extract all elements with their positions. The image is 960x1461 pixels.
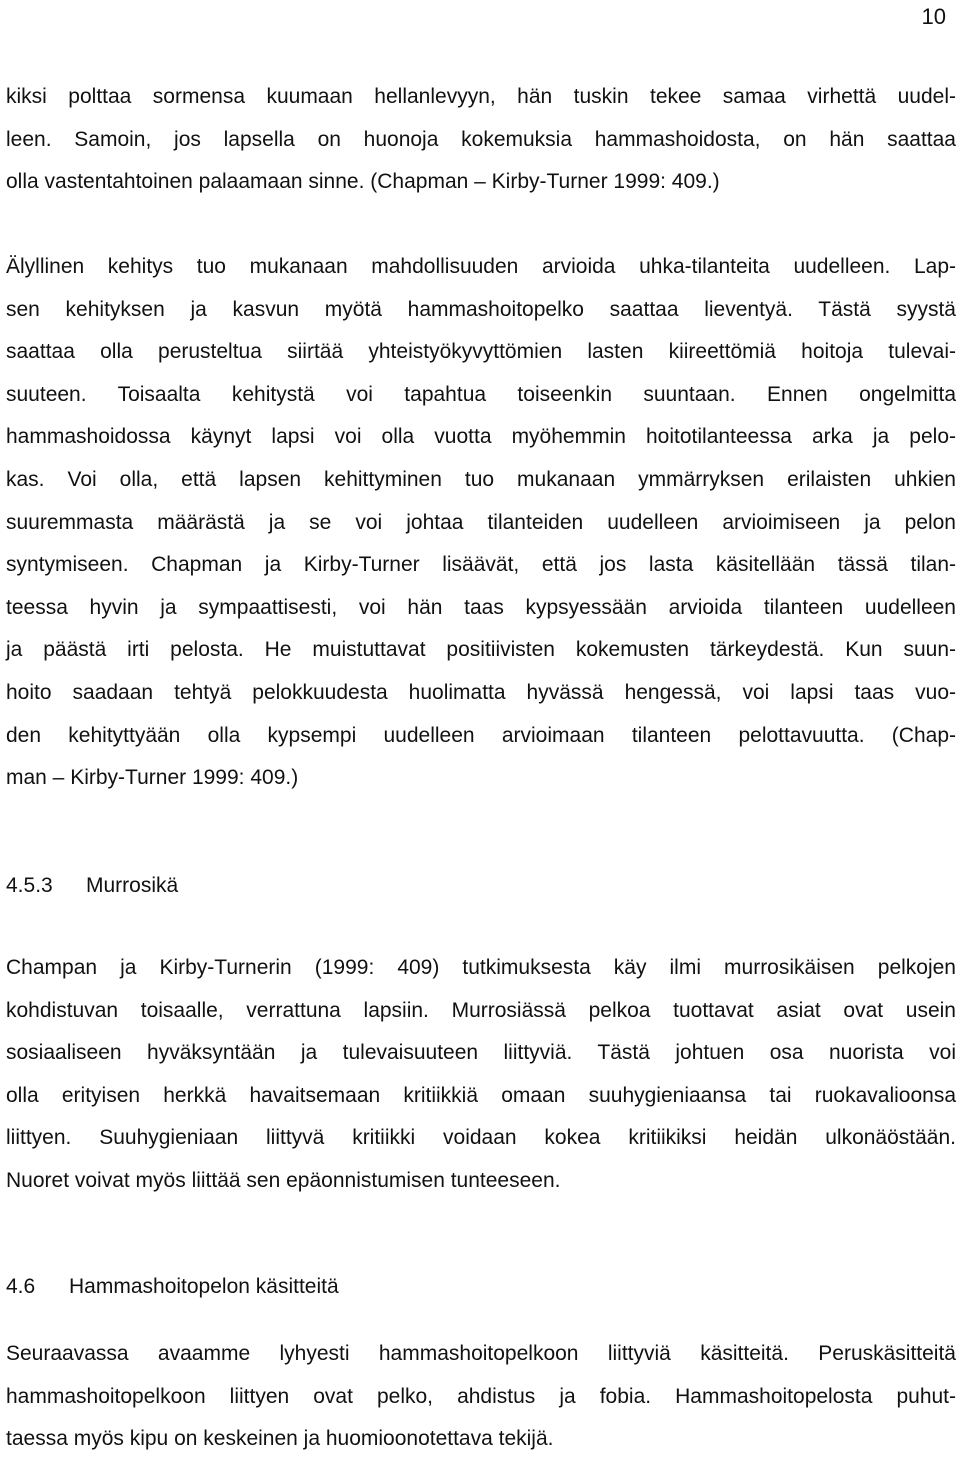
text-line: saattaa olla perusteltua siirtää yhteistyökyvyttömien lasten kiireettömiä hoitoja tulevai- [6, 340, 956, 364]
text-line: kiksi polttaa sormensa kuumaan hellanlevyyn, hän tuskin tekee samaa virhettä uudel- [6, 85, 956, 108]
page-number: 10 [921, 4, 946, 29]
text-line: hammashoidossa käynyt lapsi voi olla vuotta myöhemmin hoitotilanteessa arka ja pelo- [6, 425, 956, 449]
text-line: sen kehityksen ja kasvun myötä hammashoitopelko saattaa lieventyä. Tästä syystä [6, 297, 956, 321]
section-heading-4-6 [6, 1272, 339, 1302]
text-line: syntymiseen. Chapman ja Kirby-Turner lisäävät, että jos lasta käsitellään tässä tilan- [6, 553, 956, 577]
text-line: taessa myös kipu on keskeinen ja huomioonotettava tekijä. [6, 1427, 554, 1451]
text-line: olla vastentahtoinen palaamaan sinne. (Chapman – Kirby-Turner 1999: 409.) [6, 170, 720, 194]
text-line: olla erityisen herkkä havaitsemaan kritiikkiä omaan suuhygieniaansa tai ruokavalioonsa [6, 1083, 956, 1107]
text-line: Seuraavassa avaamme lyhyesti hammashoitopelkoon liittyviä käsitteitä. Peruskäsitteitä [6, 1342, 956, 1365]
section-number: 4.5.3 [6, 874, 53, 897]
paragraph-3 [6, 947, 956, 1203]
text-line: kohdistuvan toisaalle, verrattuna lapsiin. Murrosiässä pelkoa tuottavat asiat ovat usein [6, 998, 956, 1022]
paragraph-1 [6, 76, 956, 204]
section-number: 4.6 [6, 1275, 36, 1298]
paragraph-2 [6, 246, 956, 800]
paragraph-4 [6, 1333, 956, 1461]
text-line: teessa hyvin ja sympaattisesti, voi hän taas kypsyessään arvioida tilanteen uudelleen [6, 595, 956, 619]
text-line: suuteen. Toisaalta kehitystä voi tapahtua toiseenkin suuntaan. Ennen ongelmitta [6, 382, 956, 406]
text-line: hoito saadaan tehtyä pelokkuudesta huolimatta hyvässä hengessä, voi lapsi taas vuo- [6, 680, 956, 704]
text-line: man – Kirby-Turner 1999: 409.) [6, 766, 299, 790]
text-line: suuremmasta määrästä ja se voi johtaa tilanteiden uudelleen arvioimiseen ja pelon [6, 510, 956, 534]
text-line: Älyllinen kehitys tuo mukanaan mahdollisuuden arvioida uhka-tilanteita uudelleen. Lap- [6, 255, 956, 278]
section-title: Hammashoitopelon käsitteitä [69, 1275, 339, 1298]
text-line: Champan ja Kirby-Turnerin (1999: 409) tutkimuksesta käy ilmi murrosikäisen pelkojen [6, 956, 956, 979]
text-line: liittyen. Suuhygieniaan liittyvä kritiikki voidaan kokea kritiikiksi heidän ulkonäöstään. [6, 1126, 956, 1150]
section-heading-4-5-3 [6, 871, 178, 901]
text-line: ja päästä irti pelosta. He muistuttavat positiivisten kokemusten tärkeydestä. Kun suun- [6, 638, 956, 662]
text-line: kas. Voi olla, että lapsen kehittyminen tuo mukanaan ymmärryksen erilaisten uhkien [6, 467, 956, 491]
text-line: Nuoret voivat myös liittää sen epäonnistumisen tunteeseen. [6, 1168, 561, 1192]
text-line: hammashoitopelkoon liittyen ovat pelko, ahdistus ja fobia. Hammashoitopelosta puhut- [6, 1384, 956, 1408]
text-line: sosiaaliseen hyväksyntään ja tulevaisuuteen liittyviä. Tästä johtuen osa nuorista voi [6, 1041, 956, 1065]
text-line: den kehityttyään olla kypsempi uudelleen arvioimaan tilanteen pelottavuutta. (Chap- [6, 723, 956, 747]
text-line: leen. Samoin, jos lapsella on huonoja kokemuksia hammashoidosta, on hän saattaa [6, 127, 956, 151]
section-title: Murrosikä [86, 874, 179, 897]
